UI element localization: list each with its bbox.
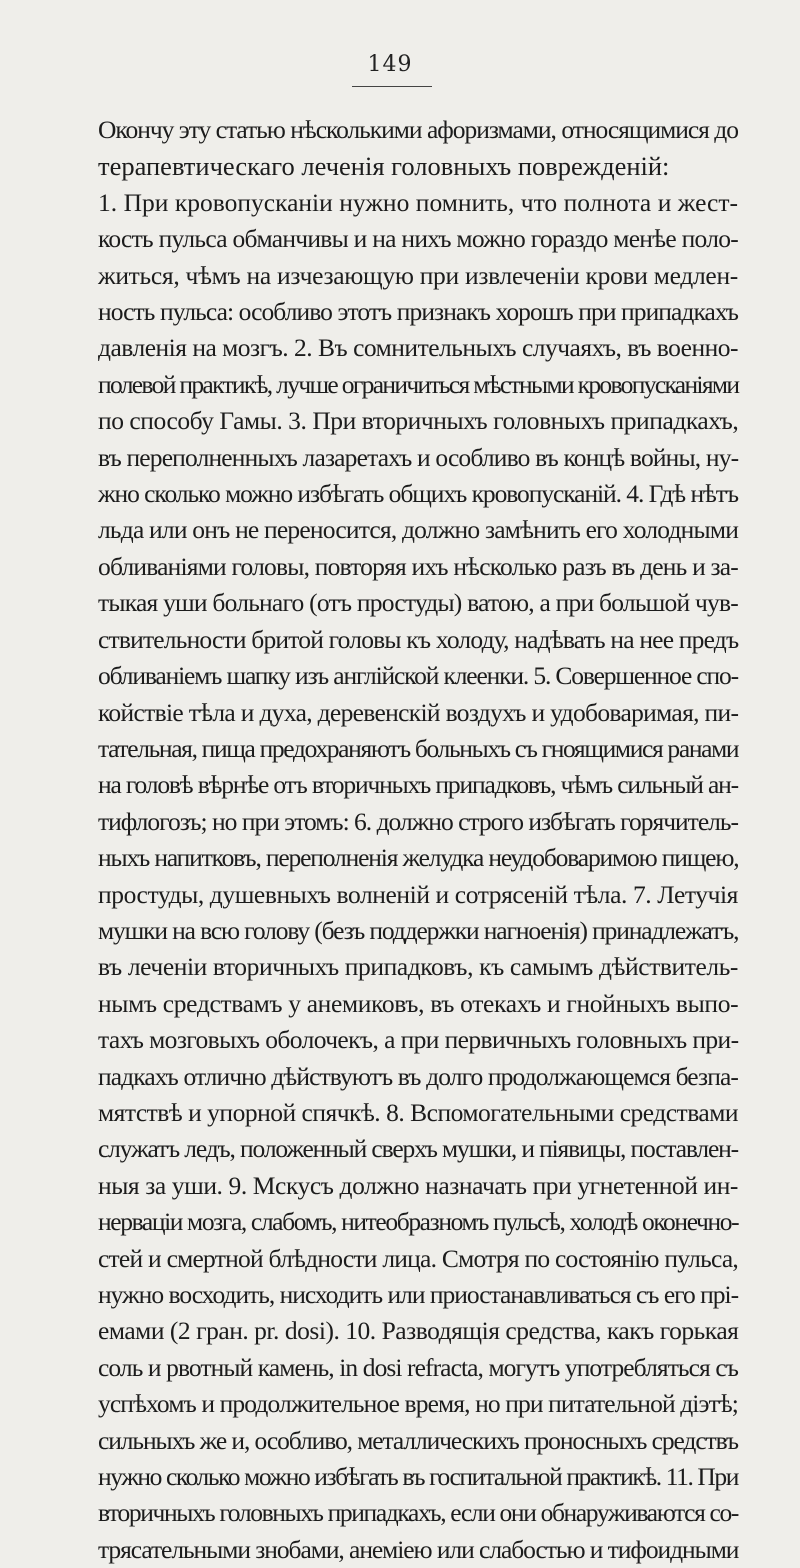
text-line: мятствѣ и упорной спячкѣ. 8. Вспомогательными средствами (98, 1097, 738, 1127)
text-line: въ леченіи вторичныхъ припадковъ, къ самымъ дѣйствитель- (98, 952, 738, 982)
text-line: ныхъ напитковъ, переполненія желудка неудобоваримою пищею, (98, 843, 739, 873)
text-line: трясательными знобами, анеміею или слабостью и тифоидными (98, 1534, 739, 1564)
text-line: тифлогозъ; но при этомъ: 6. должно строго избѣгать горячитель- (98, 806, 738, 836)
text-line: соль и рвотный камень, in dosi refracta, могутъ употребляться съ (98, 1352, 738, 1382)
text-line: тыкая уши больнаго (отъ простуды) ватою, а при большой чув- (98, 588, 738, 618)
text-line: успѣхомъ и продолжительное время, но при питательной діэтѣ; (98, 1389, 738, 1419)
text-line: въ переполненныхъ лазаретахъ и особливо въ концѣ войны, ну- (98, 442, 739, 472)
page-number: 149 (367, 52, 413, 77)
text-line: ныя за уши. 9. Мскусъ должно назначать при угнетенной ин- (98, 1170, 738, 1200)
text-line: простуды, душевныхъ волненій и сотрясеній тѣла. 7. Летучія (98, 879, 738, 909)
text-line: емами (2 гран. pr. dosi). 10. Разводящія средства, какъ горькая (98, 1316, 739, 1346)
text-line: вторичныхъ головныхъ припадкахъ, если они обнаруживаются со- (98, 1498, 738, 1528)
text-line: жно сколько можно избѣгать общихъ кровопусканій. 4. Гдѣ нѣтъ (98, 479, 738, 509)
text-line: Окончу эту статью нѣсколькими афоризмами, относящимися до (98, 115, 738, 144)
text-line: полевой практикѣ, лучше ограничиться мѣстными кровопусканіями (98, 369, 739, 399)
text-line: койствіе тѣла и духа, деревенскій воздухъ и удобоваримая, пи- (98, 697, 739, 727)
body-text (98, 112, 738, 1568)
text-line: сильныхъ же и, особливо, металлическихъ проносныхъ средствъ (98, 1425, 739, 1455)
text-line: нужно восходить, нисходить или приостанавливаться съ его прі- (98, 1280, 739, 1309)
text-line: нымъ средствамъ у анемиковъ, въ отекахъ и гнойныхъ выпо- (98, 988, 739, 1018)
text-line: 1. При кровопусканіи нужно помнить, что полнота и жест- (98, 187, 738, 217)
text-line: на головѣ вѣрнѣе отъ вторичныхъ припадковъ, чѣмъ сильный ан- (98, 770, 738, 800)
text-line: тахъ мозговыхъ оболочекъ, а при первичныхъ головныхъ при- (98, 1025, 739, 1055)
text-line: служатъ ледъ, положенный сверхъ мушки, и піявицы, поставлен- (98, 1134, 738, 1164)
text-line: льда или онъ не переносится, должно замѣнить его холодными (98, 515, 739, 545)
text-line: стей и смертной блѣдности лица. Смотря по состоянію пульса, (98, 1243, 738, 1273)
text-line: терапевтическаго леченія головныхъ поврежденій: (98, 151, 670, 182)
text-line: по способу Гамы. 3. При вторичныхъ головныхъ припадкахъ, (98, 406, 739, 436)
text-line: житься, чѣмъ на изчезающую при извлеченіи крови медлен- (98, 260, 738, 290)
page-number-rule (352, 86, 432, 87)
text-line: нужно сколько можно избѣгать въ госпитальной практикѣ. 11. При (98, 1462, 738, 1492)
text-line: нерваціи мозга, слабомъ, нитеобразномъ пульсѣ, холодѣ оконечно- (98, 1207, 739, 1237)
text-line: кость пульса обманчивы и на нихъ можно гораздо менѣе поло- (98, 224, 738, 254)
text-line: мушки на всю голову (безъ поддержки нагноенія) принадлежатъ, (98, 915, 739, 945)
text-line: давленія на мозгъ. 2. Въ сомнительныхъ случаяхъ, въ военно- (98, 333, 738, 363)
text-line: падкахъ отлично дѣйствуютъ въ долго продолжающемся безпа- (98, 1061, 738, 1091)
text-line: ность пульса: особливо этотъ признакъ хорошъ при припадкахъ (98, 297, 738, 327)
text-line: обливаніемъ шапку изъ англійской клеенки. 5. Совершенное спо- (98, 661, 738, 691)
text-line: обливаніями головы, повторяя ихъ нѣсколько разъ въ день и за- (98, 551, 738, 581)
text-line: тательная, пища предохраняютъ больныхъ съ гноящимися ранами (98, 733, 739, 763)
text-line: ствительности бритой головы къ холоду, надѣвать на нее предъ (98, 624, 739, 654)
